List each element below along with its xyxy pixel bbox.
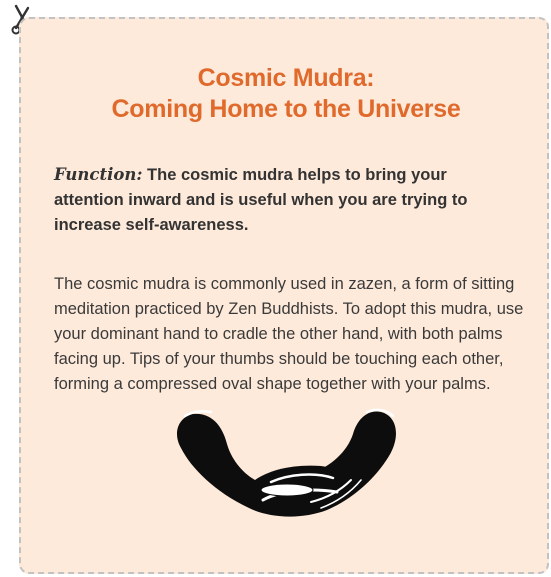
function-text: The cosmic mudra helps to bring your attention inward and is useful when you are trying to increase self-awareness. bbox=[54, 166, 468, 234]
title-line-2: Coming Home to the Universe bbox=[111, 95, 461, 123]
description-paragraph: The cosmic mudra is commonly used in zazen, a form of sitting meditation practiced by Zen Buddhists. To adopt this mudra, use your dominant hand to cradle the other hand, with both palms facing up. Tips of your thumbs should be touching each other, forming a compressed oval shape together with your palms. bbox=[54, 275, 524, 393]
function-paragraph bbox=[54, 162, 514, 238]
title-line-1: Cosmic Mudra: bbox=[197, 64, 375, 92]
function-label: Function: bbox=[54, 165, 143, 184]
mudra-card bbox=[19, 17, 549, 574]
card-title bbox=[21, 63, 551, 125]
cosmic-mudra-hands-illustration bbox=[171, 400, 405, 522]
